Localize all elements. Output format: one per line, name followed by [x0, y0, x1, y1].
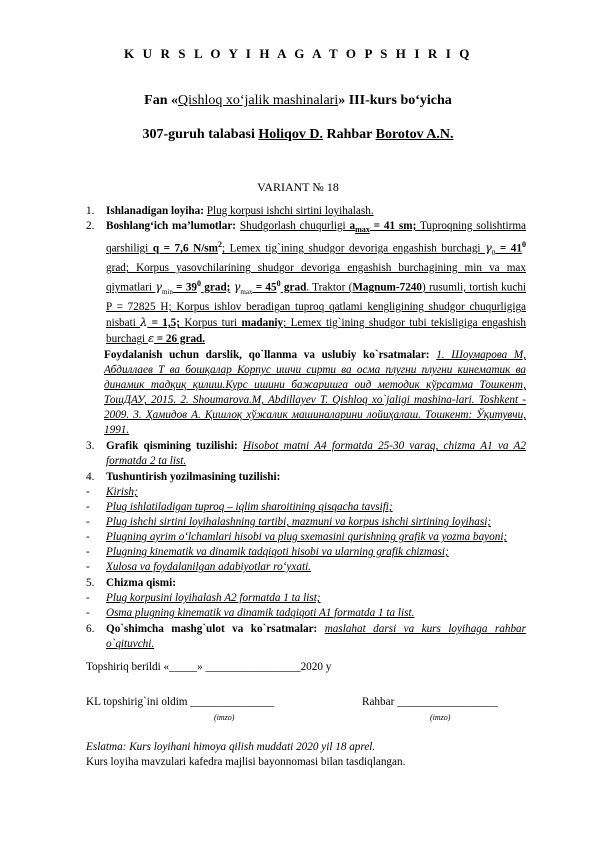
list-item-text: Plugning kinematik va dinamik tadqiqoti hisobi va ularning grafik chizmasi;	[106, 546, 449, 559]
list-item-text: Osma plugning kinematik va dinamik tadqiqoti A1 formatda 1 ta list.	[106, 607, 415, 620]
item-2	[86, 219, 526, 347]
dash: -	[86, 561, 90, 574]
dash: -	[86, 546, 90, 559]
item-label: Tushuntirish yozilmasining tuzilishi:	[106, 471, 281, 484]
param-gamma-max-value: = 45	[252, 281, 277, 294]
item-3	[86, 439, 526, 469]
group-text: 307-guruh talabasi	[142, 127, 259, 142]
list-item	[86, 530, 526, 545]
param-resistance-sup: 2	[217, 240, 222, 250]
list-item	[86, 515, 526, 530]
param-gamma-min-unit: grad;	[201, 281, 231, 294]
gamma-min-sub: min	[161, 288, 173, 297]
subject-prefix: Fan «	[144, 93, 179, 108]
item-4	[86, 470, 526, 485]
param-depth-sub: max	[355, 225, 370, 235]
list-item	[86, 560, 526, 575]
item-label: Qo`shimcha mashg`ulot va ko`rsatmalar:	[106, 623, 325, 636]
gamma-max-symbol: γ	[233, 280, 241, 294]
item-1	[86, 204, 526, 219]
param-gamma0-sup: 0	[522, 240, 526, 250]
subject-line	[0, 93, 596, 108]
references-list: 1. Шоумарова М, Абдиллаев Т ва бошқалар Корпус ишчи сирти ва осма плугни плугни кинематик ва динамик тадқиқ қилиш.Курс ишини бажаришга оид методик кўрсатма Тошкент, ТошДАУ, 2015. 2. Shoumarova.M, Abdillayev T. Qishloq xo`jaligi mashina-lari. Toshkent - 2009. 3. Ҳамидов А. Қишлоқ хўжалик машиналарини лойиҳалаш. Тошкент: Ўқитувчи, 1991.	[104, 349, 527, 437]
list-item	[86, 485, 526, 500]
list-item-text: Plug korpusini loyihalash A2 formatda 1 ta list;	[106, 592, 321, 605]
param-gamma-max-unit: grad	[280, 281, 307, 294]
project-topic: Plug korpusi ishchi sirtini loyihalash.	[206, 205, 374, 217]
list-item	[86, 606, 526, 621]
param-minmax-label: grad; Korpus yasovchilarining shudgor devoriga engashish burchagining min va max qiymatlari	[106, 262, 526, 294]
item-number: 4.	[86, 471, 95, 484]
task-body	[86, 204, 526, 652]
param-epsilon-label: ; Lemex tig`ining shudgor tubi tekisligiga engashish burchagi	[106, 317, 526, 346]
param-depth-value: = 41 sm;	[369, 220, 417, 232]
item-label: Ishlanadigan loyiha:	[106, 205, 207, 217]
dash: -	[86, 516, 90, 529]
dash: -	[86, 501, 90, 514]
param-depth-symbol: a	[349, 220, 356, 232]
tractor-label: . Traktor (	[306, 281, 353, 294]
item-number: 3.	[86, 440, 95, 453]
student-name: Holiqov D.	[258, 127, 323, 142]
dash: -	[86, 592, 90, 605]
supervisor-name: Borotov A.N.	[375, 127, 454, 142]
item-number: 5.	[86, 577, 95, 590]
approval-note: Kurs loyiha mavzulari kafedra majlisi bayonnomasi bilan tasdiqlangan.	[86, 756, 406, 768]
subject-name: Qishloq xo‘jalik mashinalari	[178, 93, 339, 108]
item-label: Grafik qismining tuzilishi:	[106, 440, 243, 453]
subject-suffix: » III-kurs bo‘yicha	[338, 93, 452, 108]
supervisor-label: Rahbar	[322, 127, 376, 142]
gamma-sub: 0	[491, 249, 496, 258]
list-item-text: Plug ishchi sirtini loyihalashning tartibi, mazmuni va korpus ishchi sirtining loyihasi;	[106, 516, 492, 529]
gamma-symbol: γ	[485, 241, 492, 255]
dash: -	[86, 531, 90, 544]
issued-date-line: Topshiriq berildi «_____» _________________2020 y	[86, 661, 332, 673]
item-label: Chizma qismi:	[106, 577, 176, 590]
param-lambda-value: = 1,5;	[147, 317, 181, 330]
item-6	[86, 622, 526, 652]
body-type-value: madaniy	[241, 317, 284, 330]
item-number: 6.	[86, 623, 95, 636]
item-5	[86, 576, 526, 591]
list-item	[86, 591, 526, 606]
received-line	[86, 695, 526, 710]
supervisor-sign-line: Rahbar __________________	[362, 696, 498, 708]
param-epsilon-value: = 26 grad.	[153, 333, 206, 346]
item-number: 1.	[86, 205, 95, 217]
param-depth-label: Shudgorlash chuqurligi	[239, 220, 350, 232]
references	[86, 348, 526, 438]
param-gamma0-value: = 41	[495, 242, 522, 255]
document-title: K U R S L O Y I H A G A T O P S H I R I Q	[124, 46, 472, 61]
dash: -	[86, 607, 90, 620]
student-line	[0, 127, 596, 142]
lambda-symbol: λ	[140, 316, 148, 330]
signature-caption: (imzo)	[214, 713, 235, 722]
gamma-max-sub: max	[240, 288, 253, 297]
param-gamma0-label: ; Lemex tig`ining shudgor devoriga engashish burchagi	[221, 242, 486, 255]
body-type-label: Korpus turi	[180, 317, 242, 330]
param-force-text: ) rusumli, tortish kuchi P = 72825 H; Korpus ishlov beradigan tuproq qatlami kengligining shudgor chuqurligiga nisbati	[106, 281, 527, 330]
list-item	[86, 500, 526, 515]
list-item-text: Xulosa va foydalanilgan adabiyotlar ro‘yxati.	[106, 561, 311, 574]
gamma-min-symbol: γ	[155, 280, 162, 294]
graphic-part-value: Hisobot matni A4 formatda 25-30 varaq, chizma A1 va A2 formatda 2 ta list.	[106, 440, 526, 468]
variant-number: VARIANT № 18	[257, 180, 339, 194]
dash: -	[86, 486, 90, 499]
param-gamma-min-sup: 0	[197, 279, 202, 289]
list-item	[86, 545, 526, 560]
defense-note: Eslatma: Kurs loyihani himoya qilish muddati 2020 yil 18 aprel.	[86, 741, 376, 753]
list-item-text: Plugning ayrim o‘lchamlari hisobi va plug sxemasini qurishning grafik va yozma bayoni;	[106, 531, 508, 544]
tractor-model: Magnum-7240	[352, 281, 422, 294]
param-resistance-label: Tuproqning solishtirma qarshiligi	[106, 220, 526, 255]
list-item-text: Plug ishlatiladigan tuproq – iqlim sharoitining qisqacha tavsifi;	[106, 501, 393, 514]
param-gamma-min-value: = 39	[172, 281, 198, 294]
epsilon-symbol: ε	[147, 332, 154, 346]
item-number: 2.	[86, 220, 95, 232]
param-gamma-max-sup: 0	[276, 279, 281, 289]
additional-value: maslahat darsi va kurs loyihaga rahbar o`qituvchi.	[106, 623, 526, 651]
item-label: Boshlang‘ich ma’lumotlar:	[106, 220, 240, 232]
signature-caption: (imzo)	[430, 713, 451, 722]
references-label: Foydalanish uchun darslik, qo`llanma va uslubiy ko`rsatmalar:	[104, 349, 430, 362]
received-label: KL topshirig`ini oldim _______________	[86, 696, 275, 708]
param-resistance-value: q = 7,6 N/sm	[152, 242, 218, 255]
list-item-text: Kirish;	[106, 486, 138, 499]
